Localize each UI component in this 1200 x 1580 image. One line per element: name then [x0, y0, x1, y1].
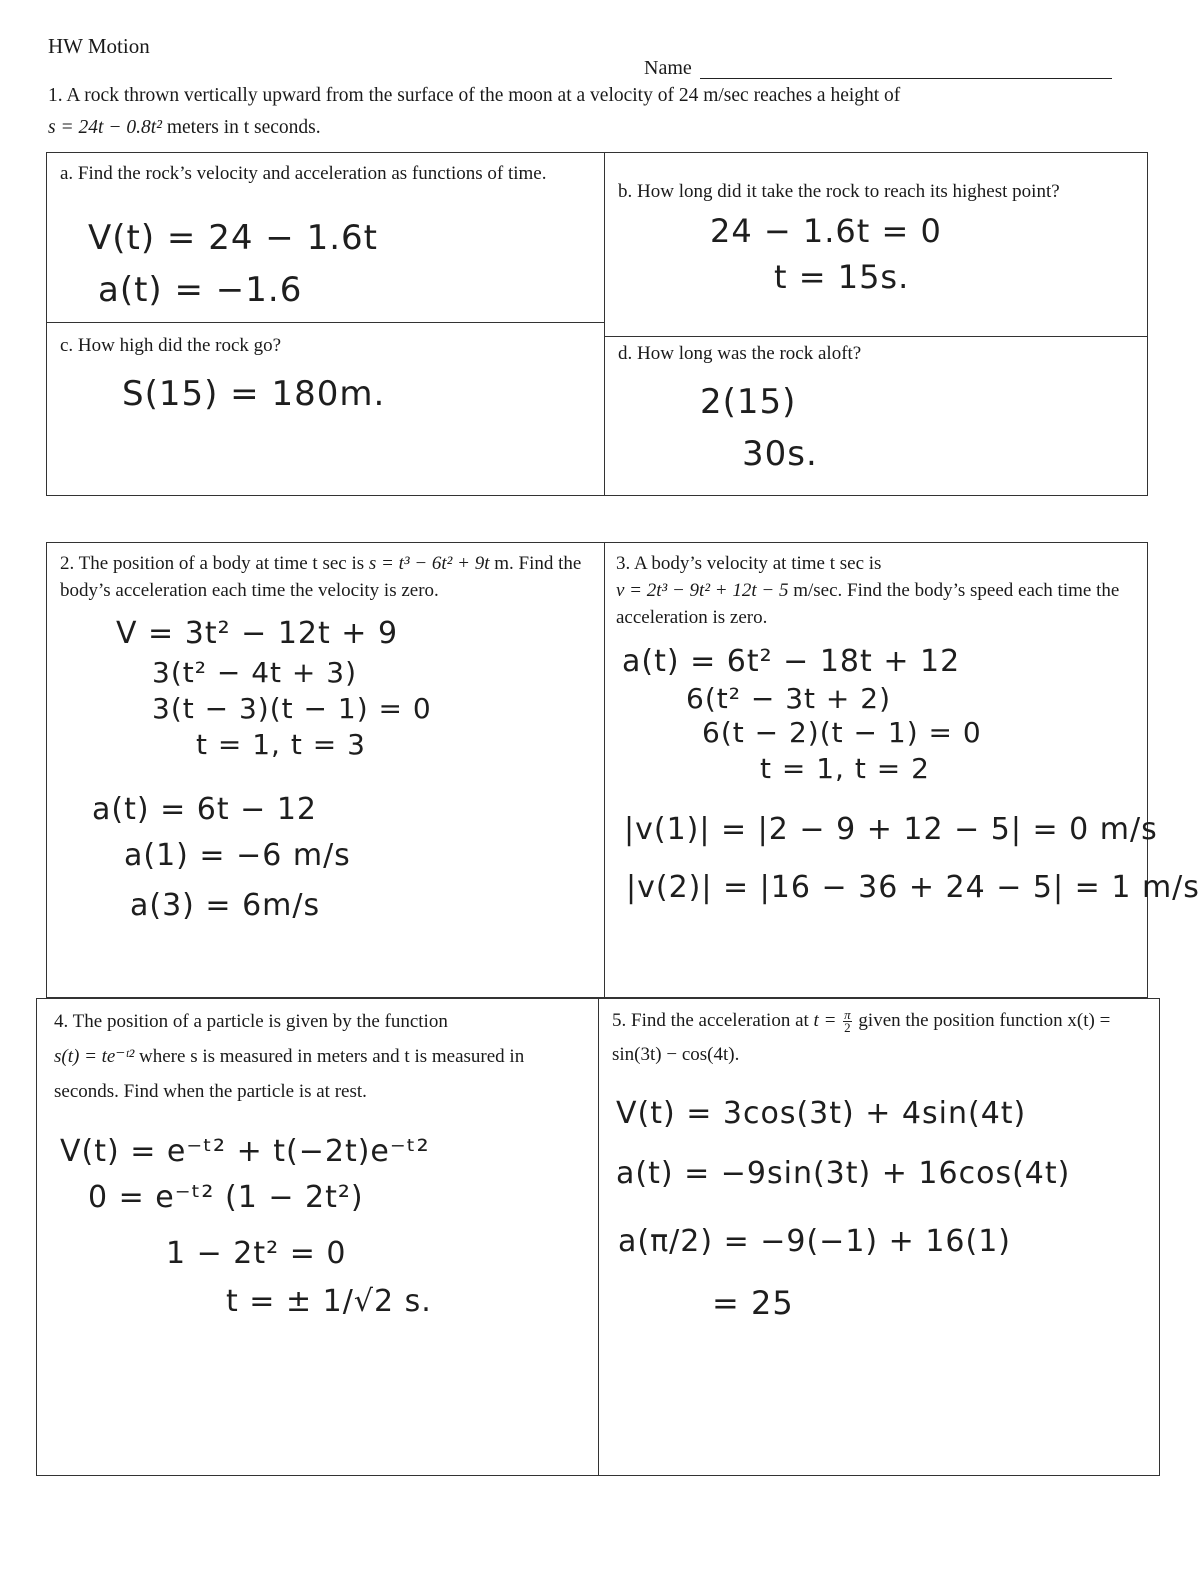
question-3-formula: v = 2t³ − 9t² + 12t − 5 — [616, 580, 789, 601]
question-4-work-line-3: 1 − 2t² = 0 — [166, 1236, 347, 1271]
question-5-label-mid: given the position function — [858, 1010, 1063, 1031]
question-4-label-end: where s is measured in meters and t is measured in seconds. Find when the particle is at rest. — [54, 1046, 525, 1102]
question-5-formula: x(t) = sin(3t) − cos(4t). — [612, 1010, 1111, 1065]
question-4-work-line-1: V(t) = e⁻ᵗ² + t(−2t)e⁻ᵗ² — [60, 1134, 430, 1169]
question-1d-work-answer: 30s. — [742, 434, 818, 474]
question-1a-label: a. Find the rock’s velocity and acceleration as functions of time. — [60, 163, 547, 184]
question-1b-label: b. How long did it take the rock to reach its highest point? — [618, 181, 1060, 202]
question-2-work-line-4: t = 1, t = 3 — [196, 728, 366, 761]
question-3-work-line-4: t = 1, t = 2 — [760, 752, 930, 785]
question-3-work-line-3: 6(t − 2)(t − 1) = 0 — [702, 716, 982, 749]
question-5-label-start: 5. Find the acceleration at — [612, 1010, 809, 1031]
question-5-two: 2 — [844, 1020, 851, 1036]
question-4-work-line-2: 0 = e⁻ᵗ² (1 − 2t²) — [88, 1180, 364, 1215]
question-2-work-line-3: 3(t − 3)(t − 1) = 0 — [152, 692, 432, 725]
question-2-label-start: 2. The position of a body at time t sec is — [60, 553, 365, 574]
question-2-label — [60, 550, 590, 604]
question-1c-label: c. How high did the rock go? — [60, 335, 282, 356]
question-1d-label: d. How long was the rock aloft? — [618, 343, 862, 364]
page-title: HW Motion — [48, 34, 150, 58]
question-1-prompt — [48, 80, 1128, 144]
question-1c-work-answer: S(15) = 180m. — [122, 374, 386, 414]
question-1-prompt-line1: 1. A rock thrown vertically upward from the surface of the moon at a velocity of 24 m/sec reaches a height of — [48, 85, 901, 106]
question-1-grid-divider-left — [46, 322, 604, 323]
question-1-grid-divider-right — [604, 336, 1148, 337]
question-5-work-line-2: a(t) = −9sin(3t) + 16cos(4t) — [616, 1156, 1071, 1191]
question-2-work-line-7: a(3) = 6m/s — [130, 888, 321, 923]
question-3-label — [616, 550, 1141, 631]
question-5-work-line-1: V(t) = 3cos(3t) + 4sin(4t) — [616, 1096, 1027, 1131]
question-1-prompt-line2: meters in t seconds. — [166, 117, 321, 138]
question-5-work-line-3: a(π/2) = −9(−1) + 16(1) — [618, 1224, 1011, 1259]
question-3-work-line-1: a(t) = 6t² − 18t + 12 — [622, 644, 961, 679]
question-1a-work-velocity: V(t) = 24 − 1.6t — [88, 218, 378, 258]
question-2-work-line-1: V = 3t² − 12t + 9 — [116, 616, 399, 651]
question-1d-work-expression: 2(15) — [700, 382, 797, 422]
question-2-work-line-2: 3(t² − 4t + 3) — [152, 656, 357, 689]
name-label: Name — [644, 57, 692, 79]
question-1b-work-answer: t = 15s. — [774, 258, 910, 296]
question-4-label-start: 4. The position of a particle is given by the function — [54, 1011, 448, 1032]
question-3-label-end: m/sec. Find the body’s speed each time the acceleration is zero. — [616, 580, 1120, 628]
question-2-work-line-6: a(1) = −6 m/s — [124, 838, 351, 873]
question-3-work-line-6: |v(2)| = |16 − 36 + 24 − 5| = 1 m/s — [626, 870, 1200, 905]
question-1a-work-acceleration: a(t) = −1.6 — [98, 270, 303, 310]
question-5-work-line-4: = 25 — [712, 1284, 794, 1322]
question-5-label — [612, 1004, 1152, 1072]
question-2-label-end: m. Find the body’s acceleration each time the velocity is zero. — [60, 553, 582, 601]
question-1-grid-divider-vertical — [604, 152, 605, 496]
question-3-label-start: 3. A body’s velocity at time t sec is — [616, 553, 882, 574]
question-4-formula: s(t) = te⁻ᵗ² — [54, 1046, 135, 1067]
question-5-pi: π — [844, 1007, 851, 1023]
questions-2-3-divider — [604, 542, 605, 998]
questions-4-5-divider — [598, 998, 599, 1476]
question-4-label — [54, 1004, 574, 1109]
question-1-formula: s = 24t − 0.8t² — [48, 117, 162, 138]
question-2-work-line-5: a(t) = 6t − 12 — [92, 792, 317, 827]
question-5-pi-over-two — [843, 1009, 852, 1034]
name-line — [700, 78, 1112, 79]
question-5-t-equals: t = — [813, 1010, 837, 1031]
question-3-work-line-2: 6(t² − 3t + 2) — [686, 682, 891, 715]
question-1b-work-equation: 24 − 1.6t = 0 — [710, 212, 942, 250]
question-4-work-line-4: t = ± 1/√2 s. — [226, 1284, 432, 1319]
question-3-work-line-5: |v(1)| = |2 − 9 + 12 − 5| = 0 m/s — [624, 812, 1158, 847]
question-2-formula: s = t³ − 6t² + 9t — [368, 553, 490, 574]
